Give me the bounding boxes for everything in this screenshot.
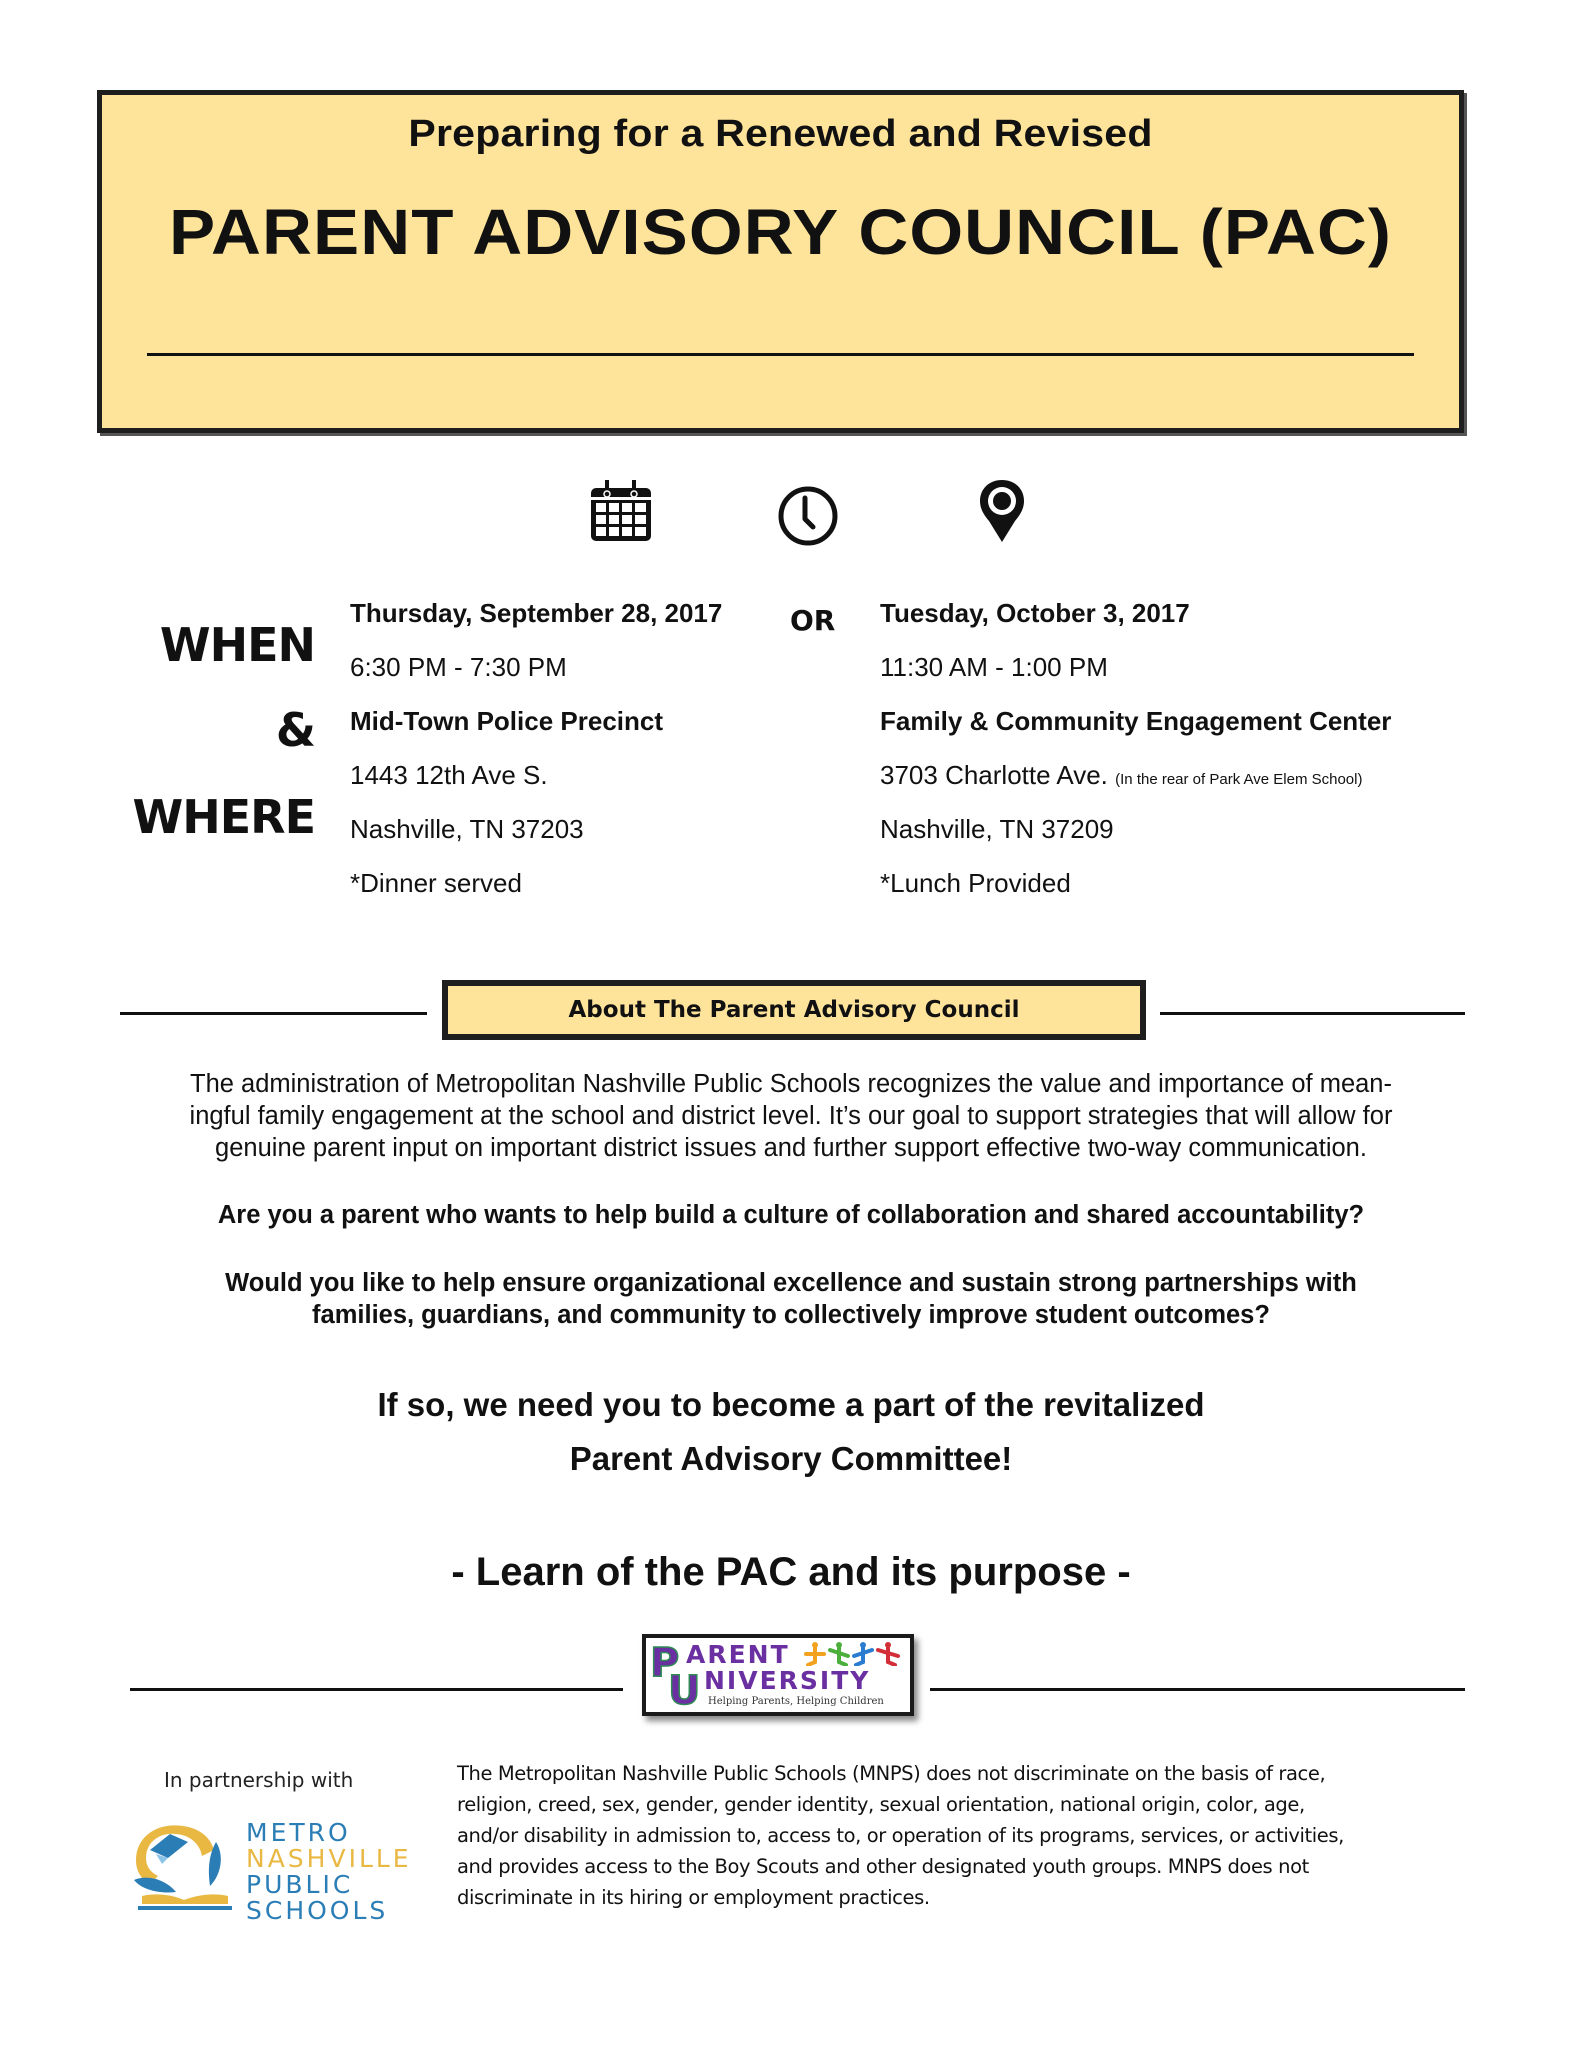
mnps-logo-line: NASHVILLE xyxy=(246,1844,412,1873)
paragraph-line: ingful family engagement at the school and district level. It’s our goal to support strategies that will allow for xyxy=(189,1102,1393,1130)
learn-heading: - Learn of the PAC and its purpose - xyxy=(451,1550,1131,1594)
session-city: Nashville, TN 37209 xyxy=(880,814,1114,844)
session-city: Nashville, TN 37203 xyxy=(350,814,584,844)
section-divider-left xyxy=(120,1012,427,1015)
paragraph-line: The administration of Metropolitan Nashville Public Schools recognizes the value and importance of mean- xyxy=(190,1070,1392,1098)
session-address-row xyxy=(880,760,1362,791)
session-venue: Family & Community Engagement Center xyxy=(880,706,1392,736)
session-address: 3703 Charlotte Ave. xyxy=(880,760,1108,790)
partner-label: In partnership with xyxy=(164,1768,354,1792)
header-subtitle: Preparing for a Renewed and Revised xyxy=(408,113,1153,155)
logo-word-niversity: NIVERSITY xyxy=(704,1666,871,1695)
session-date: Thursday, September 28, 2017 xyxy=(350,598,723,628)
question-line: Would you like to help ensure organizational excellence and sustain strong partnerships with xyxy=(225,1269,1357,1297)
question-1: Are you a parent who wants to help build a culture of collaboration and shared accountability? xyxy=(217,1201,1365,1229)
page-title: PARENT ADVISORY COUNCIL (PAC) xyxy=(168,196,1393,268)
header-banner xyxy=(97,90,1464,433)
non-discrimination-disclaimer xyxy=(457,1758,1467,1913)
where-label: WHERE xyxy=(132,790,315,844)
when-label: WHEN xyxy=(159,618,315,672)
disclaimer-line: and/or disability in admission to, access to, or operation of its programs, services, or activities, xyxy=(457,1824,1344,1847)
calendar-icon xyxy=(588,480,654,544)
session-address: 1443 12th Ave S. xyxy=(350,760,548,790)
disclaimer-line: discriminate in its hiring or employment practices. xyxy=(457,1886,930,1909)
session-meal: *Dinner served xyxy=(350,868,522,898)
logo-word-arent: ARENT xyxy=(686,1640,790,1669)
question-2 xyxy=(110,1267,1472,1331)
about-section-header xyxy=(442,980,1146,1040)
logo-letter-p: P xyxy=(650,1640,680,1686)
mnps-logo-line: METRO xyxy=(246,1818,351,1847)
session-address-note: (In the rear of Park Ave Elem School) xyxy=(1115,771,1363,788)
session-time: 11:30 AM - 1:00 PM xyxy=(880,652,1108,682)
session-date: Tuesday, October 3, 2017 xyxy=(880,598,1190,628)
section-divider-right xyxy=(1160,1012,1465,1015)
children-figures-icon xyxy=(802,1642,902,1671)
mnps-logo-line: PUBLIC xyxy=(246,1870,354,1899)
session-meal: *Lunch Provided xyxy=(880,868,1071,898)
question-line: families, guardians, and community to collectively improve student outcomes? xyxy=(312,1301,1270,1329)
about-paragraph xyxy=(110,1068,1472,1164)
cta-line-2: Parent Advisory Committee! xyxy=(569,1440,1013,1477)
mnps-logo-text xyxy=(246,1820,412,1924)
disclaimer-line: religion, creed, sex, gender, gender identity, sexual orientation, national origin, color, age, xyxy=(457,1793,1305,1816)
disclaimer-line: and provides access to the Boy Scouts and other designated youth groups. MNPS does not xyxy=(457,1855,1309,1878)
logo-letter-u: U xyxy=(668,1668,701,1714)
disclaimer-line: The Metropolitan Nashville Public Schools (MNPS) does not discriminate on the basis of race, xyxy=(457,1762,1326,1785)
and-label: & xyxy=(275,703,315,757)
logo-divider-right xyxy=(930,1688,1465,1691)
cta-line-1: If so, we need you to become a part of the revitalized xyxy=(377,1386,1205,1423)
paragraph-line: genuine parent input on important district issues and further support effective two-way communication. xyxy=(215,1134,1367,1162)
logo-divider-left xyxy=(130,1688,623,1691)
clock-icon xyxy=(777,485,839,547)
mnps-logo-line: SCHOOLS xyxy=(246,1896,389,1925)
logo-tagline: Helping Parents, Helping Children xyxy=(708,1696,884,1707)
location-pin-icon xyxy=(978,478,1026,544)
header-divider xyxy=(147,353,1414,356)
session-time: 6:30 PM - 7:30 PM xyxy=(350,652,567,682)
about-title: About The Parent Advisory Council xyxy=(568,997,1020,1023)
or-label: OR xyxy=(790,604,836,637)
mnps-emblem-icon xyxy=(128,1820,236,1917)
parent-university-logo xyxy=(642,1634,914,1716)
session-venue: Mid-Town Police Precinct xyxy=(350,706,664,736)
